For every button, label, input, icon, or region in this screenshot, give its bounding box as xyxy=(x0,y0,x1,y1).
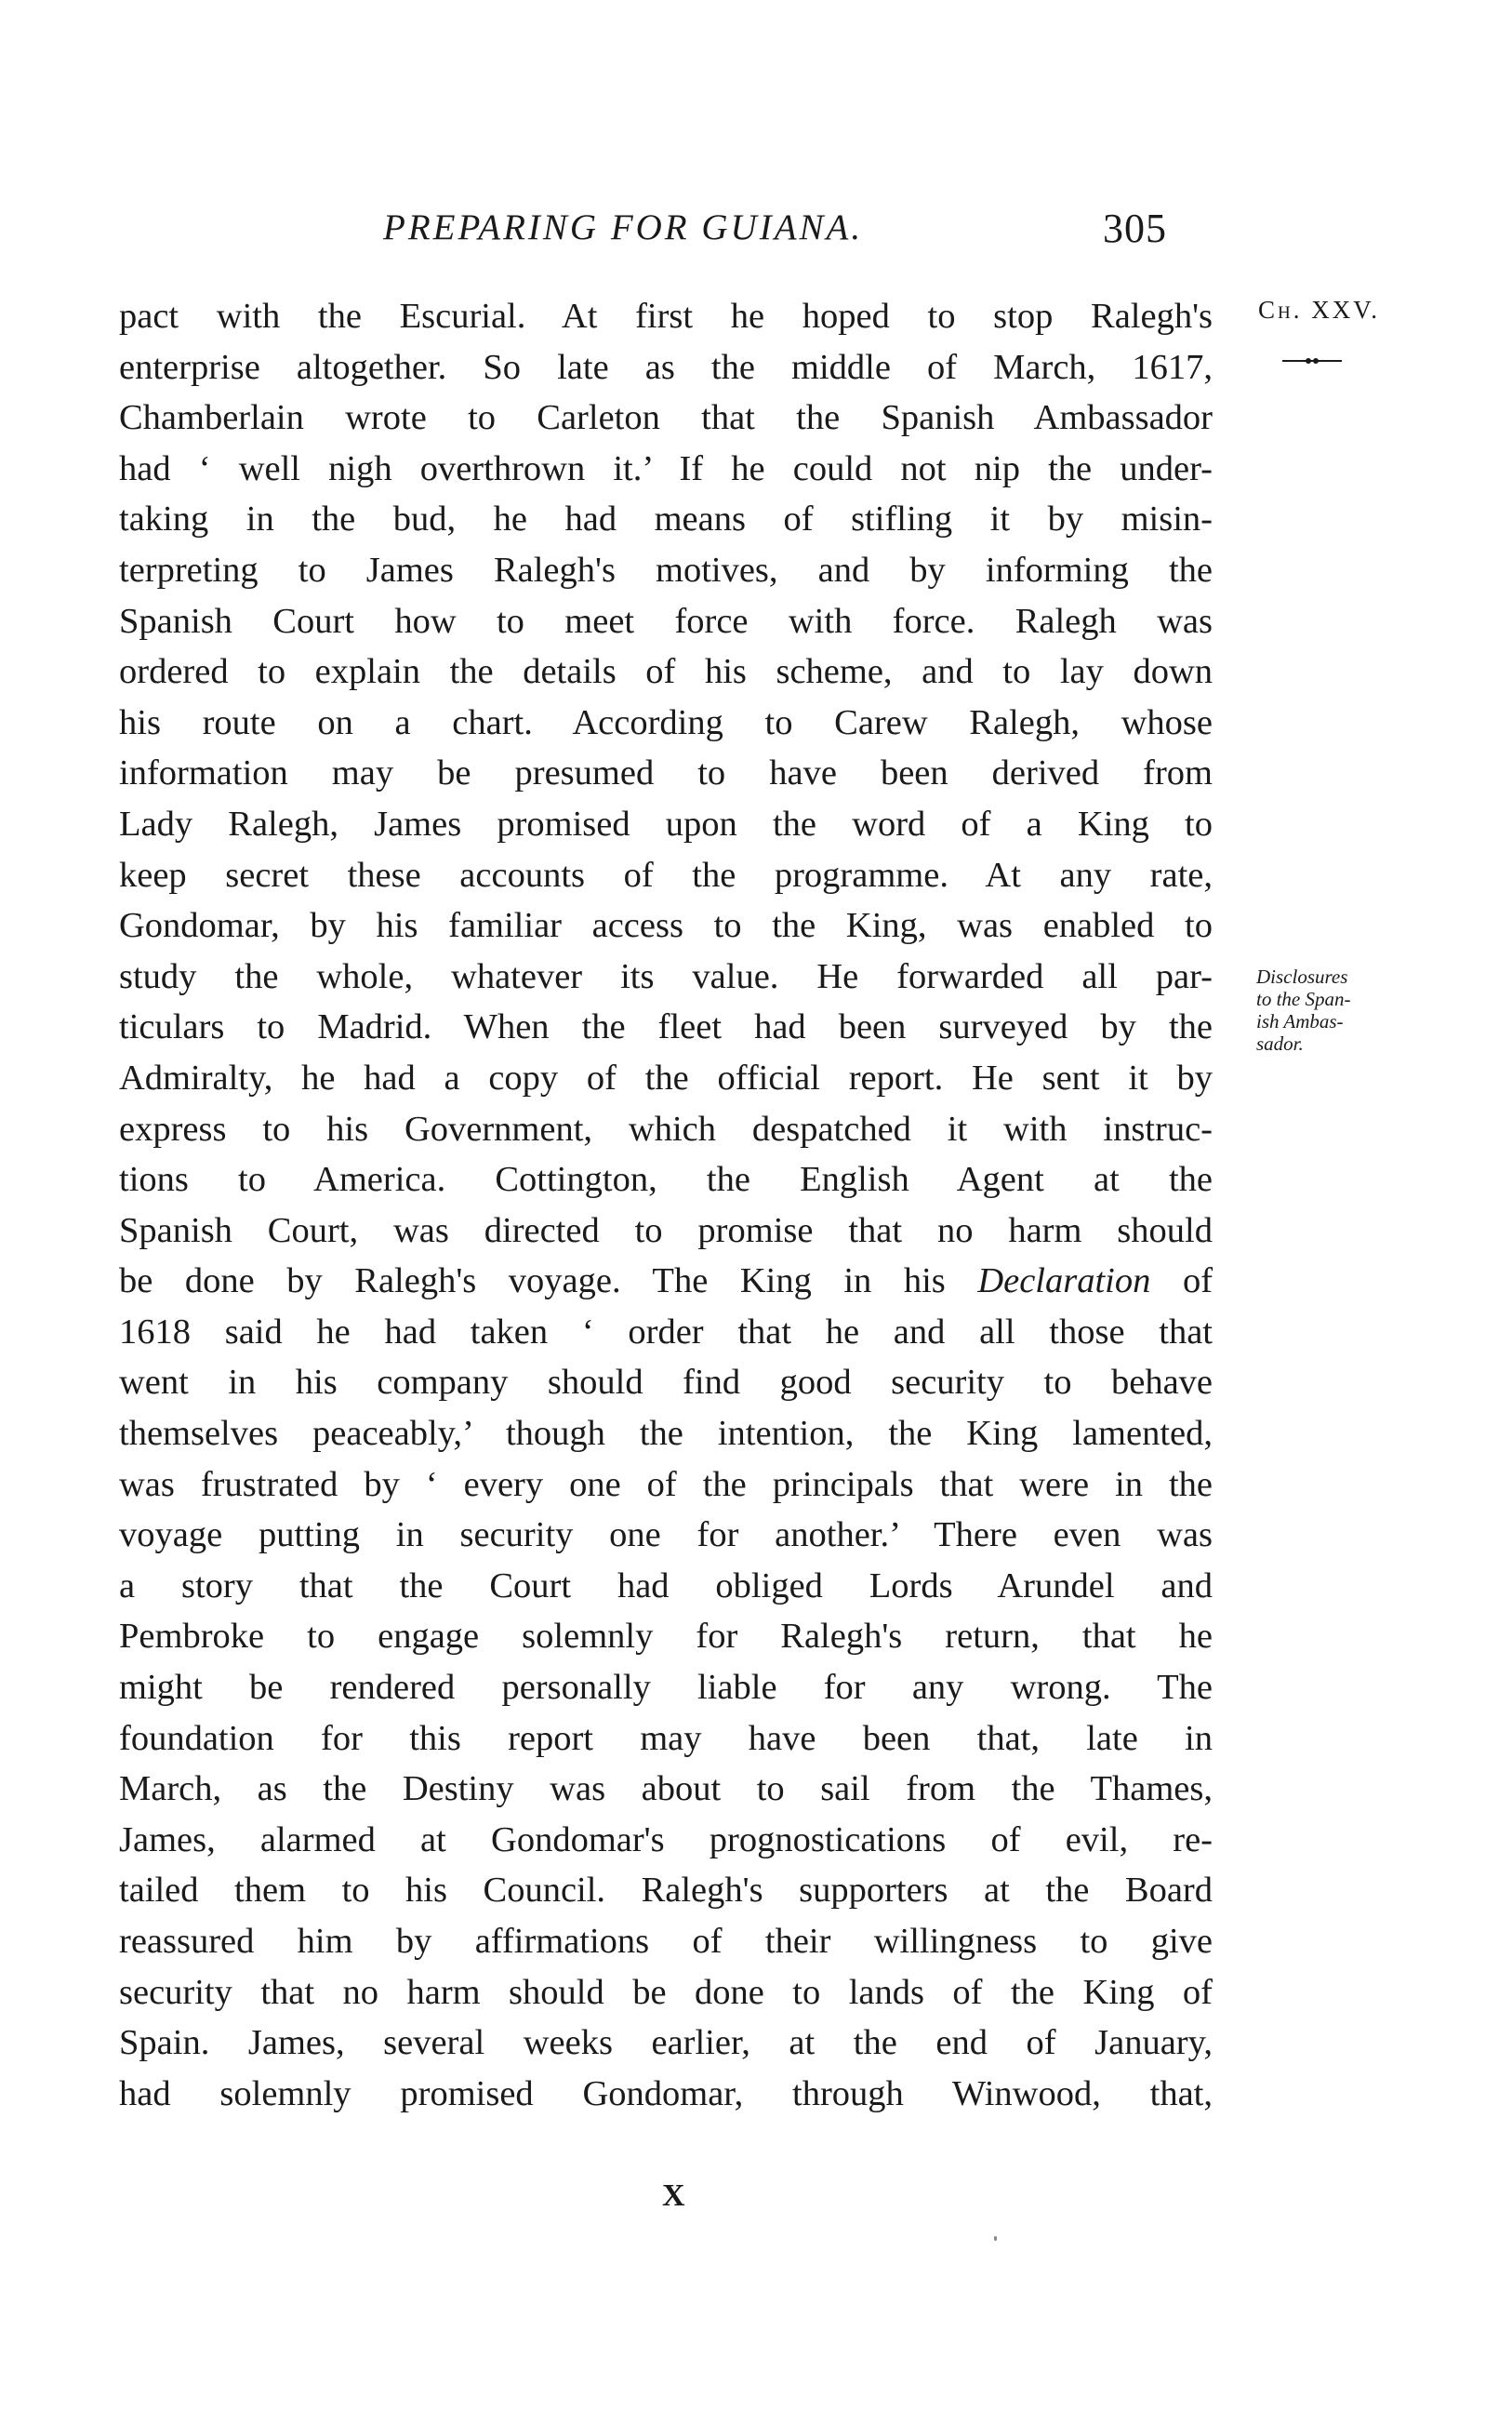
sidenote-line: sador. xyxy=(1256,1032,1304,1055)
text-line: tailed them to his Council. Ralegh's supporters at the Board xyxy=(119,1871,1213,1911)
text-line: a story that the Court had obliged Lords Arundel and xyxy=(119,1565,1213,1605)
text-line: voyage putting in security one for another.’ There even was xyxy=(119,1515,1213,1555)
text-line: express to his Government, which despatched it with instruc- xyxy=(119,1109,1213,1149)
text-line: March, as the Destiny was about to sail from the Thames, xyxy=(119,1769,1213,1809)
text-line: taking in the bud, he had means of stifling it by misin- xyxy=(119,500,1213,539)
text-line: themselves peaceably,’ though the intention, the King lamented, xyxy=(119,1414,1213,1454)
chapter-reference: Ch. XXV. xyxy=(1258,296,1380,324)
text-line: tions to America. Cottington, the English Agent at the xyxy=(119,1160,1213,1200)
running-head: PREPARING FOR GUIANA. xyxy=(383,207,864,247)
body-text xyxy=(119,291,1213,2119)
text-line: enterprise altogether. So late as the middle of March, 1617, xyxy=(119,347,1213,387)
text-line: Spanish Court, was directed to promise that no harm should xyxy=(119,1210,1213,1250)
text-line: Spain. James, several weeks earlier, at the end of January, xyxy=(119,2023,1213,2063)
italic-title: Declaration xyxy=(977,1261,1151,1301)
chapter-ornament-icon xyxy=(1280,355,1344,366)
text-line: Spanish Court how to meet force with force. Ralegh was xyxy=(119,601,1213,641)
text-line: information may be presumed to have been derived from xyxy=(119,753,1213,793)
print-speck xyxy=(994,2236,997,2241)
sidenote-line: to the Span- xyxy=(1256,988,1351,1010)
text-line: security that no harm should be done to lands of the King of xyxy=(119,1972,1213,2012)
text-line: foundation for this report may have been that, late in xyxy=(119,1718,1213,1758)
text-line: ordered to explain the details of his scheme, and to lay down xyxy=(119,652,1213,692)
text-line: went in his company should find good security to behave xyxy=(119,1363,1213,1403)
text-line: study the whole, whatever its value. He forwarded all par- xyxy=(119,956,1213,996)
text-line: keep secret these accounts of the programme. At any rate, xyxy=(119,855,1213,895)
text-line: was frustrated by ‘ every one of the principals that were in the xyxy=(119,1464,1213,1504)
text-line: Pembroke to engage solemnly for Ralegh's return, that he xyxy=(119,1617,1213,1657)
text-line: had solemnly promised Gondomar, through Winwood, that, xyxy=(119,2073,1213,2113)
text-line: pact with the Escurial. At first he hoped to stop Ralegh's xyxy=(119,297,1213,336)
text-line: Admiralty, he had a copy of the official report. He sent it by xyxy=(119,1058,1213,1098)
sidenote-line: Disclosures xyxy=(1256,966,1348,988)
text-line: 1618 said he had taken ‘ order that he and all those that xyxy=(119,1312,1213,1352)
page-number: 305 xyxy=(1103,206,1167,251)
marginal-sidenote xyxy=(1256,966,1396,1055)
text-line: his route on a chart. According to Carew Ralegh, whose xyxy=(119,702,1213,742)
signature-mark: X xyxy=(662,2178,686,2213)
text-line: had ‘ well nigh overthrown it.’ If he could not nip the under- xyxy=(119,448,1213,488)
text-line: ticulars to Madrid. When the fleet had been surveyed by the xyxy=(119,1007,1213,1047)
text-line: Chamberlain wrote to Carleton that the Spanish Ambassador xyxy=(119,398,1213,438)
text-segment: of xyxy=(1182,1261,1214,1301)
text-segment: be done by Ralegh's voyage. The King in his xyxy=(119,1261,946,1301)
text-line: Lady Ralegh, James promised upon the word of a King to xyxy=(119,804,1213,844)
text-line: terpreting to James Ralegh's motives, and by informing the xyxy=(119,550,1213,590)
sidenote-line: ish Ambas- xyxy=(1256,1010,1344,1032)
text-line: James, alarmed at Gondomar's prognostications of evil, re- xyxy=(119,1819,1213,1859)
text-line: might be rendered personally liable for any wrong. The xyxy=(119,1668,1213,1708)
text-line-with-italic xyxy=(119,1256,1213,1307)
text-line: reassured him by affirmations of their willingness to give xyxy=(119,1922,1213,1961)
text-line: Gondomar, by his familiar access to the King, was enabled to xyxy=(119,906,1213,946)
